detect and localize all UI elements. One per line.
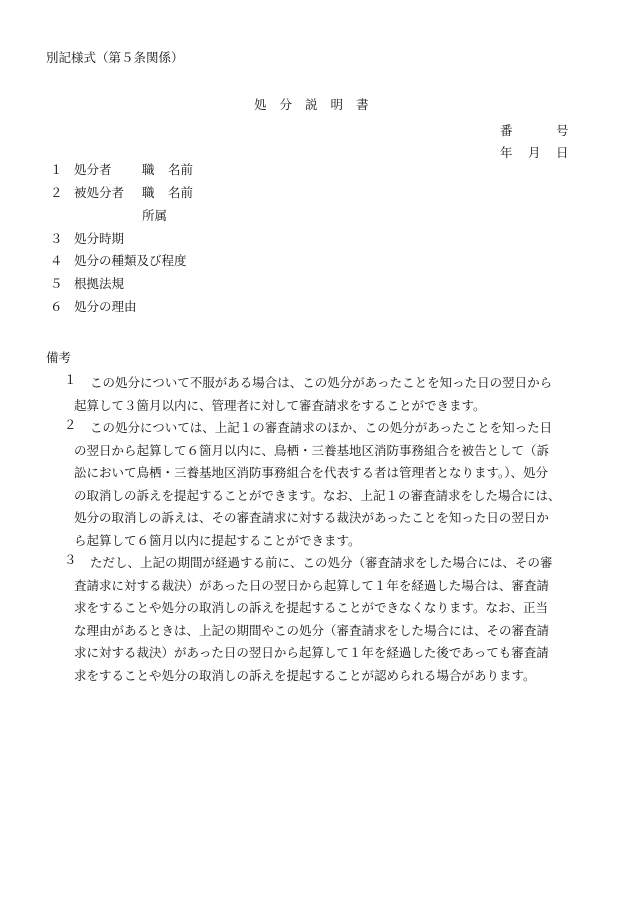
remark-line: 処分の取消しの訴えは、その審査請求に対する裁決があったことを知った日の翌日か: [74, 510, 549, 525]
number-label-ban: 番: [500, 123, 513, 138]
item-label: 処分時期: [74, 231, 125, 246]
remark-3: [64, 552, 582, 687]
date-day-label: 日: [556, 145, 569, 160]
item-number: ６: [50, 299, 63, 314]
title-char: 明: [330, 97, 344, 112]
document-title: [254, 97, 382, 113]
item-number: １: [50, 162, 63, 177]
item-number: ３: [50, 231, 63, 246]
item-label: 処分者: [74, 162, 112, 177]
remark-line: の翌日から起算して６箇月以内に、鳥栖・三養基地区消防事務組合を被告として（訴: [74, 442, 550, 458]
item-1-title-label: 職: [142, 162, 155, 177]
remark-text: [64, 372, 582, 417]
remark-line: ただし、上記の期間が経過する前に、この処分（審査請求をした場合には、その審: [90, 555, 553, 570]
item-5: [50, 276, 124, 292]
item-label: 処分の種類及び程度: [74, 253, 187, 268]
remark-line: ら起算して６箇月以内に提起することができます。: [74, 532, 361, 548]
number-label-go: 号: [556, 123, 569, 138]
form-label: 別記様式（第５条関係）: [46, 50, 184, 65]
remark-line: な理由があるときは、上記の期間やこの処分（審査請求をした場合には、その審査請: [74, 622, 550, 638]
document-number-row: [500, 120, 584, 142]
item-2-title-label: 職: [142, 185, 155, 200]
remark-2: [64, 417, 582, 552]
title-char: 分: [279, 97, 293, 112]
item-label: 処分の理由: [74, 299, 137, 314]
remark-line: 起算して３箇月以内に、管理者に対して審査請求をすることができます。: [74, 397, 486, 413]
remark-line: の取消しの訴えを提起することができます。なお、上記１の審査請求をした場合には、: [74, 487, 561, 503]
date-year-label: 年: [500, 145, 513, 160]
item-4: [50, 253, 187, 269]
remarks-title: 備考: [46, 350, 72, 365]
remark-1: [64, 372, 582, 417]
remark-text: [64, 552, 582, 687]
remark-line: この処分について不服がある場合は、この処分があったことを知った日の翌日から: [90, 375, 553, 390]
item-3: [50, 231, 124, 247]
remark-line: この処分については、上記１の審査請求のほか、この処分があったことを知った日: [90, 420, 553, 435]
item-number: ２: [50, 185, 63, 200]
item-1-name-label: 名前: [168, 162, 194, 177]
remark-number: ３: [64, 552, 77, 567]
item-2-name-label: 名前: [168, 185, 194, 200]
item-number: ４: [50, 253, 63, 268]
item-number: ５: [50, 276, 63, 291]
remark-line: 求に対する裁決）があった日の翌日から起算して１年を経過した後であっても審査請: [74, 645, 549, 660]
title-char: 説: [305, 97, 318, 112]
item-6: [50, 299, 137, 315]
title-char: 処: [254, 97, 267, 112]
remark-line: 求をすることや処分の取消しの訴えを提起することが認められる場合があります。: [74, 667, 536, 683]
title-char: 書: [356, 97, 369, 112]
document-date-row: [500, 142, 584, 164]
item-1: [50, 162, 112, 178]
item-2-affiliation-label: 所属: [142, 208, 168, 223]
date-month-label: 月: [528, 145, 541, 160]
remark-line: 訟において鳥栖・三養基地区消防事務組合を代表する者は管理者となります。）、処分: [74, 465, 549, 480]
number-date-block: [500, 120, 584, 164]
remark-number: ２: [64, 417, 77, 432]
item-label: 根拠法規: [74, 276, 125, 291]
remark-text: [64, 417, 582, 552]
item-2: [50, 185, 124, 201]
item-label: 被処分者: [74, 185, 125, 200]
remark-line: 求をすることや処分の取消しの訴えを提起することができなくなります。なお、正当: [74, 600, 549, 615]
remark-number: １: [64, 372, 77, 387]
remark-line: 査請求に対する裁決）があった日の翌日から起算して１年を経過した場合は、審査請: [74, 577, 549, 593]
